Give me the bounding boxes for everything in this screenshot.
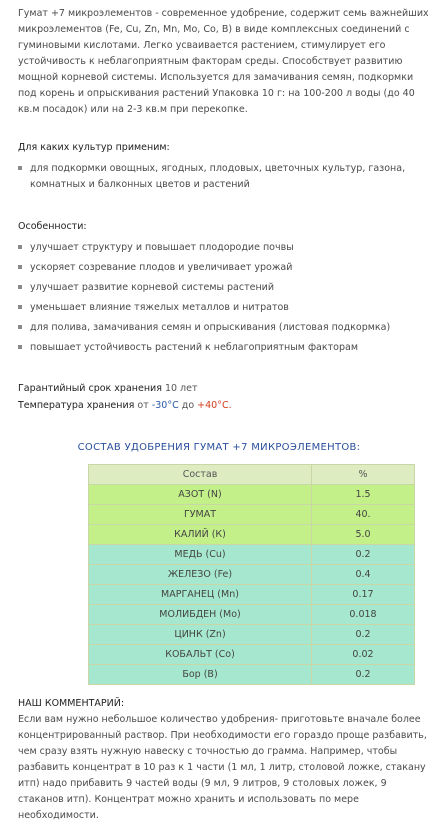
temperature-label: Температура хранения	[18, 400, 135, 411]
table-row	[89, 565, 415, 585]
bullet-icon	[18, 325, 22, 329]
temperature-to-word: до	[181, 400, 195, 411]
table-row	[89, 645, 415, 665]
intro-paragraph: Гумат +7 микроэлементов - современное удобрение, содержит семь важнейших микроэлементов (Fe, Cu, Zn, Mn, Mo, Co, B) в виде комплексных соединений с гуминовыми кислотами. Легко усваивается растением, стимулирует его устойчивость к неблагоприятным факторам среды. Способствует развитию мощной корневой системы. Используется для замачивания семян, подкормки под корень и опрыскивания растений Упаковка 10 г: на 100-200 л воды (до 40 кв.м посадок) или на 2-3 кв.м при перекопке.	[18, 8, 429, 115]
table-row	[89, 505, 415, 525]
cultures-list	[18, 161, 430, 197]
bullet-icon	[18, 345, 22, 349]
component-name: ЖЕЛЕЗО (Fe)	[89, 565, 312, 585]
shelf-life-label: Гарантийный срок хранения	[18, 383, 162, 394]
table-row	[89, 545, 415, 565]
column-header-percent: %	[312, 465, 415, 485]
bullet-icon	[18, 166, 22, 170]
comment-section	[18, 696, 430, 824]
list-item: повышает устойчивость растений к неблагоприятным факторам	[18, 340, 430, 356]
component-name: ГУМАТ	[89, 505, 312, 525]
storage-temperature	[18, 398, 232, 414]
table-row	[89, 525, 415, 545]
shelf-life-value: 10 лет	[164, 383, 198, 394]
component-percent: 0.4	[312, 565, 415, 585]
temperature-from-word: от	[137, 400, 149, 411]
comment-text: Если вам нужно небольшое количество удобрения- приготовьте вначале более концентрированный раствор. При необходимости его гораздо проще разбавить, чем сразу взять нужную навеску с точностью до грамма. Например, чтобы разбавить концентрат в 10 раз к 1 части (1 мл, 1 литр, столовой ложке, стакану итп) надо прибавить 9 частей воды (9 мл, 9 литров, 9 столовых ложек, 9 стаканов итп). Концентрат можно хранить и использовать по мере необходимости.	[18, 714, 427, 821]
cultures-heading: Для каких культур применим:	[18, 142, 170, 153]
table-row	[89, 485, 415, 505]
component-name: ЦИНК (Zn)	[89, 625, 312, 645]
bullet-icon	[18, 305, 22, 309]
component-percent: 40.	[312, 505, 415, 525]
component-percent: 0.02	[312, 645, 415, 665]
component-name: МАРГАНЕЦ (Mn)	[89, 585, 312, 605]
component-percent: 0.2	[312, 625, 415, 645]
list-item: улучшает структуру и повышает плодородие почвы	[18, 240, 430, 256]
table-row	[89, 625, 415, 645]
table-row	[89, 665, 415, 685]
table-header-row	[89, 465, 415, 485]
list-item: улучшает развитие корневой системы растений	[18, 280, 430, 296]
component-percent: 0.2	[312, 545, 415, 565]
component-percent: 0.018	[312, 605, 415, 625]
table-row	[89, 605, 415, 625]
component-name: КОБАЛЬТ (Co)	[89, 645, 312, 665]
bullet-icon	[18, 245, 22, 249]
component-name: МОЛИБДЕН (Mo)	[89, 605, 312, 625]
temperature-max: +40°С.	[197, 400, 232, 411]
column-header-component: Состав	[89, 465, 312, 485]
component-percent: 0.17	[312, 585, 415, 605]
list-item: для полива, замачивания семян и опрыскивания (листовая подкормка)	[18, 320, 430, 336]
component-percent: 1.5	[312, 485, 415, 505]
features-list	[18, 240, 430, 360]
list-item: ускоряет созревание плодов и увеличивает урожай	[18, 260, 430, 276]
composition-title: СОСТАВ УДОБРЕНИЯ ГУМАТ +7 МИКРОЭЛЕМЕНТОВ:	[77, 442, 361, 453]
temperature-min: -30°С	[151, 400, 179, 411]
component-name: МЕДЬ (Cu)	[89, 545, 312, 565]
component-name: Бор (B)	[89, 665, 312, 685]
component-name: АЗОТ (N)	[89, 485, 312, 505]
features-heading: Особенности:	[18, 221, 87, 232]
composition-table	[88, 464, 415, 685]
list-item: для подкормки овощных, ягодных, плодовых, цветочных культур, газона, комнатных и балконных цветов и растений	[18, 161, 430, 193]
comment-title: НАШ КОММЕНТАРИЙ:	[18, 698, 125, 709]
component-percent: 0.2	[312, 665, 415, 685]
bullet-icon	[18, 285, 22, 289]
component-percent: 5.0	[312, 525, 415, 545]
component-name: КАЛИЙ (К)	[89, 525, 312, 545]
shelf-life	[18, 381, 198, 397]
list-item: уменьшает влияние тяжелых металлов и нитратов	[18, 300, 430, 316]
table-row	[89, 585, 415, 605]
bullet-icon	[18, 265, 22, 269]
